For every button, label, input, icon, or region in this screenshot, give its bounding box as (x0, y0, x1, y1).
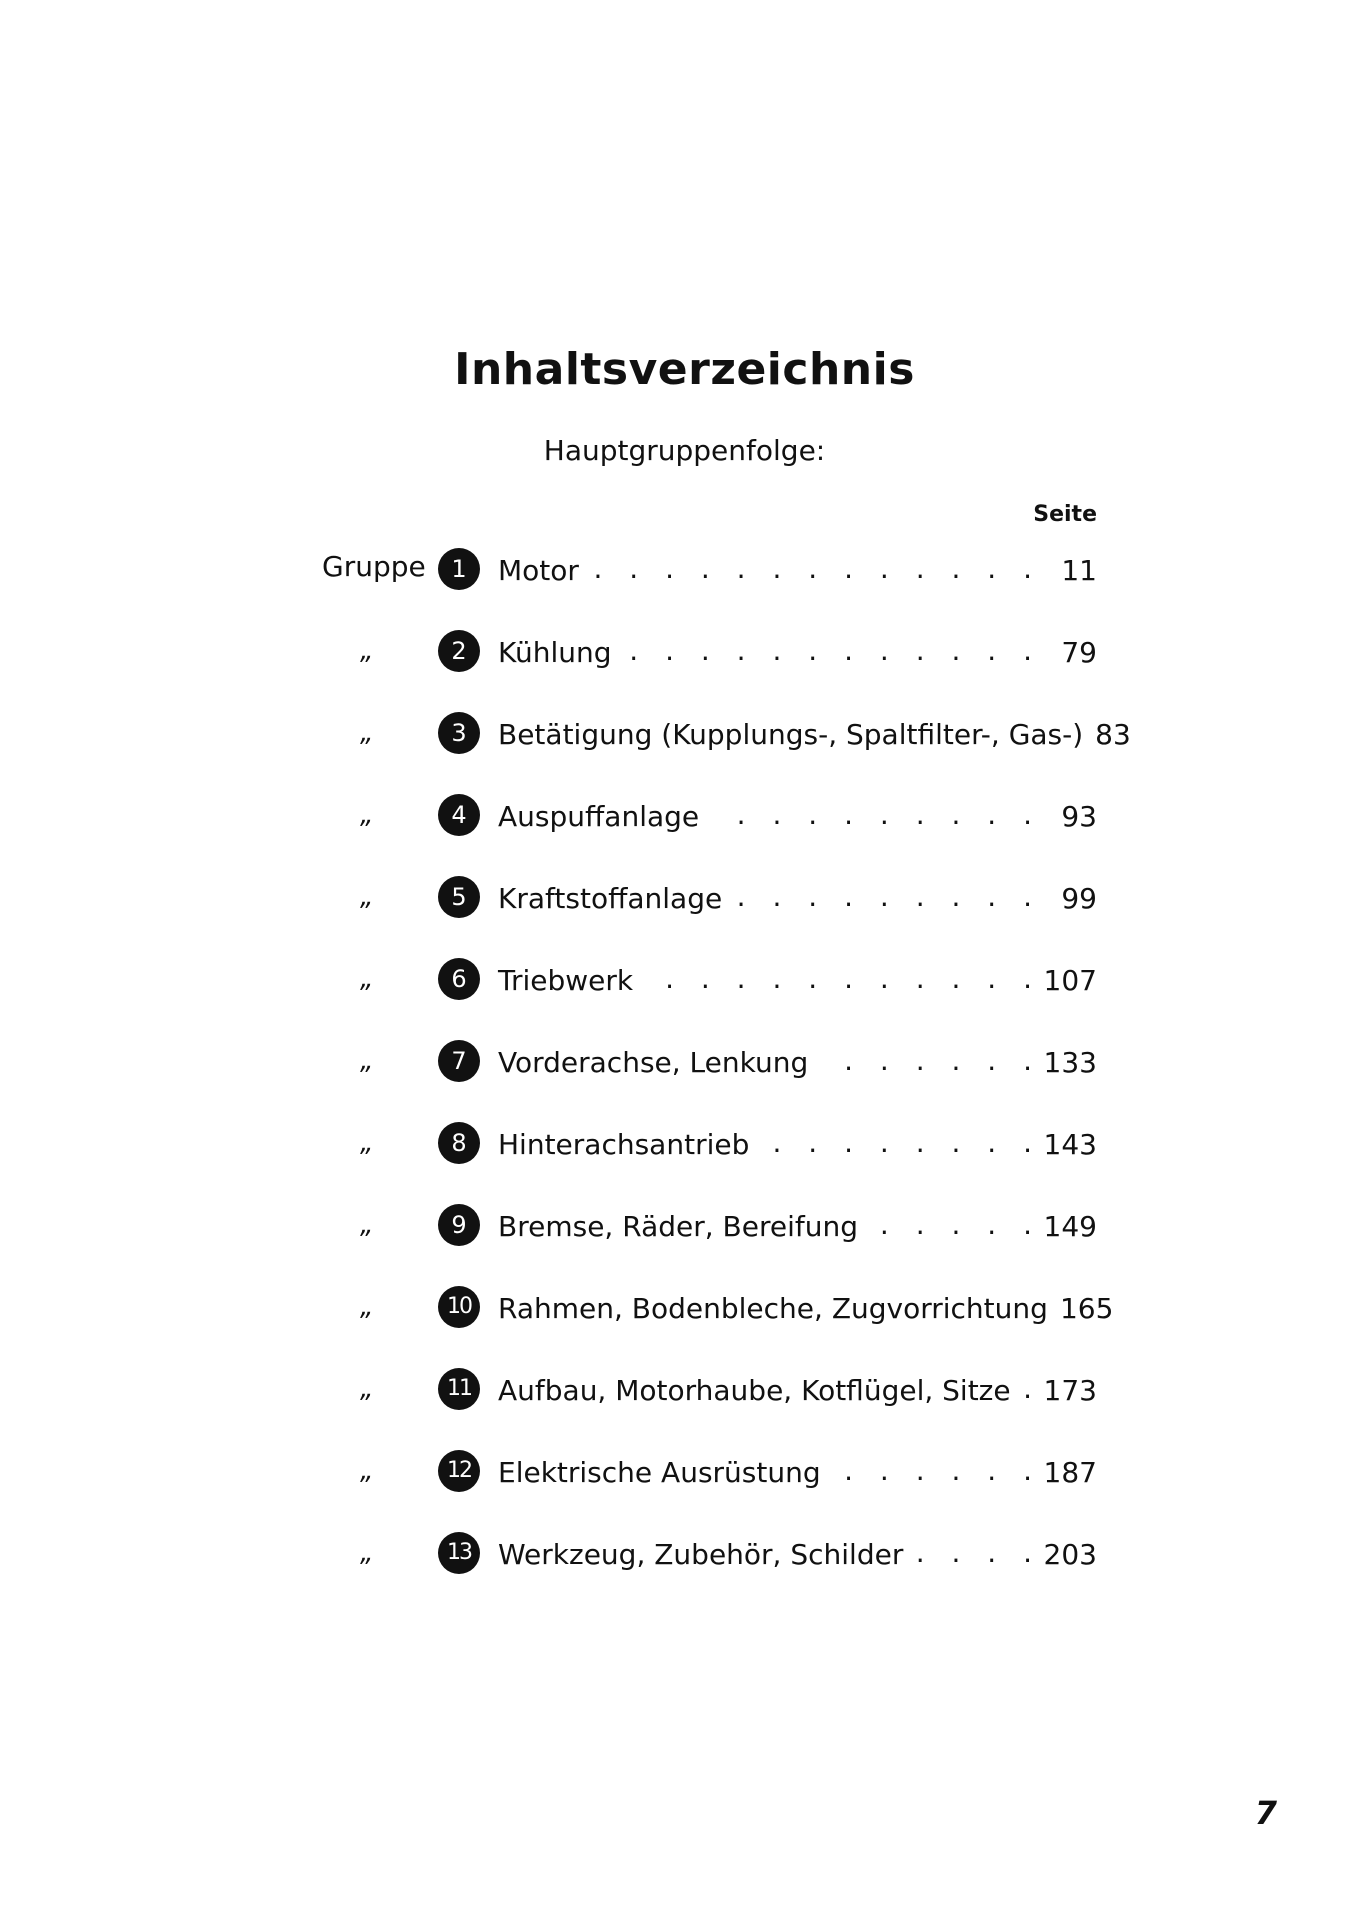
toc-entry-title: Auspuffanlage (498, 799, 700, 833)
toc-entry[interactable] (0, 1032, 1369, 1092)
toc-entry-page: 79 (1061, 635, 1097, 669)
group-number-badge: 11 (438, 1368, 480, 1410)
ditto-mark: „ (360, 800, 374, 830)
dot-leader (870, 1204, 1041, 1248)
toc-entry-title: Kühlung (498, 635, 612, 669)
group-number-badge: 10 (438, 1286, 480, 1328)
group-number-badge: 1 (438, 548, 480, 590)
dot-leader (1023, 1368, 1041, 1412)
ditto-mark: „ (360, 636, 374, 666)
toc-entry[interactable] (0, 1524, 1369, 1584)
toc-entry-title: Kraftstoffanlage (498, 881, 723, 915)
toc-entry-page: 143 (1043, 1127, 1097, 1161)
dot-leader (645, 958, 1041, 1002)
toc-entry-title: Aufbau, Motorhaube, Kotflügel, Sitze (498, 1373, 1011, 1407)
ditto-mark: „ (360, 882, 374, 912)
toc-entry-title: Werkzeug, Zubehör, Schilder (498, 1537, 904, 1571)
toc-entry-page: 149 (1043, 1209, 1097, 1243)
ditto-mark: „ (360, 1292, 374, 1322)
dot-leader (915, 1532, 1041, 1576)
group-number-badge: 8 (438, 1122, 480, 1164)
toc-entry-title: Rahmen, Bodenbleche, Zugvorrichtung (498, 1291, 1048, 1325)
page-subtitle: Hauptgruppenfolge: (543, 434, 826, 467)
ditto-mark: „ (360, 1210, 374, 1240)
toc-entry-title: Betätigung (Kupplungs-, Spaltfilter-, Gas-) (498, 717, 1084, 751)
toc-entry[interactable] (0, 622, 1369, 682)
group-number-badge: 3 (438, 712, 480, 754)
toc-entry-page: 203 (1043, 1537, 1097, 1571)
toc-entry-page: 173 (1043, 1373, 1097, 1407)
toc-entry-page: 187 (1043, 1455, 1097, 1489)
toc-entry[interactable] (0, 786, 1369, 846)
toc-entry-page: 133 (1043, 1045, 1097, 1079)
ditto-mark: „ (360, 964, 374, 994)
ditto-mark: „ (360, 1128, 374, 1158)
toc-entry[interactable] (0, 1196, 1369, 1256)
group-number-badge: 13 (438, 1532, 480, 1574)
toc-entry[interactable] (0, 1360, 1369, 1420)
group-label: Gruppe (322, 550, 426, 583)
toc-entry[interactable] (0, 1278, 1369, 1338)
toc-entry-page: 11 (1061, 553, 1097, 587)
group-number-badge: 2 (438, 630, 480, 672)
toc-entry[interactable] (0, 540, 1369, 600)
group-number-badge: 4 (438, 794, 480, 836)
toc-entry-page: 83 (1095, 717, 1131, 751)
page-number: 7 (1254, 1794, 1277, 1832)
group-number-badge: 6 (438, 958, 480, 1000)
dot-leader (624, 630, 1041, 674)
group-number-badge: 9 (438, 1204, 480, 1246)
toc-entry-title: Hinterachsantrieb (498, 1127, 750, 1161)
toc-entry[interactable] (0, 704, 1369, 764)
toc-entry-title: Elektrische Ausrüstung (498, 1455, 821, 1489)
ditto-mark: „ (360, 1538, 374, 1568)
dot-leader (734, 876, 1041, 920)
toc-entry[interactable] (0, 1114, 1369, 1174)
page-column-label: Seite (1033, 502, 1097, 527)
ditto-mark: „ (360, 718, 374, 748)
ditto-mark: „ (360, 1374, 374, 1404)
toc-entry[interactable] (0, 868, 1369, 928)
toc-entry[interactable] (0, 950, 1369, 1010)
ditto-mark: „ (360, 1046, 374, 1076)
toc-entry-page: 93 (1061, 799, 1097, 833)
toc-entry-page: 99 (1061, 881, 1097, 915)
group-number-badge: 5 (438, 876, 480, 918)
ditto-mark: „ (360, 1456, 374, 1486)
toc-entry[interactable] (0, 1442, 1369, 1502)
dot-leader (761, 1122, 1041, 1166)
dot-leader (591, 548, 1041, 592)
dot-leader (711, 794, 1041, 838)
group-number-badge: 12 (438, 1450, 480, 1492)
toc-entry-title: Triebwerk (498, 963, 634, 997)
toc-entry-page: 107 (1043, 963, 1097, 997)
dot-leader (820, 1040, 1041, 1084)
toc-entry-title: Vorderachse, Lenkung (498, 1045, 809, 1079)
group-number-badge: 7 (438, 1040, 480, 1082)
dot-leader (833, 1450, 1041, 1494)
toc-entry-title: Bremse, Räder, Bereifung (498, 1209, 858, 1243)
page-title: Inhaltsverzeichnis (454, 344, 915, 395)
toc-entry-title: Motor (498, 553, 579, 587)
toc-entry-page: 165 (1059, 1291, 1114, 1325)
